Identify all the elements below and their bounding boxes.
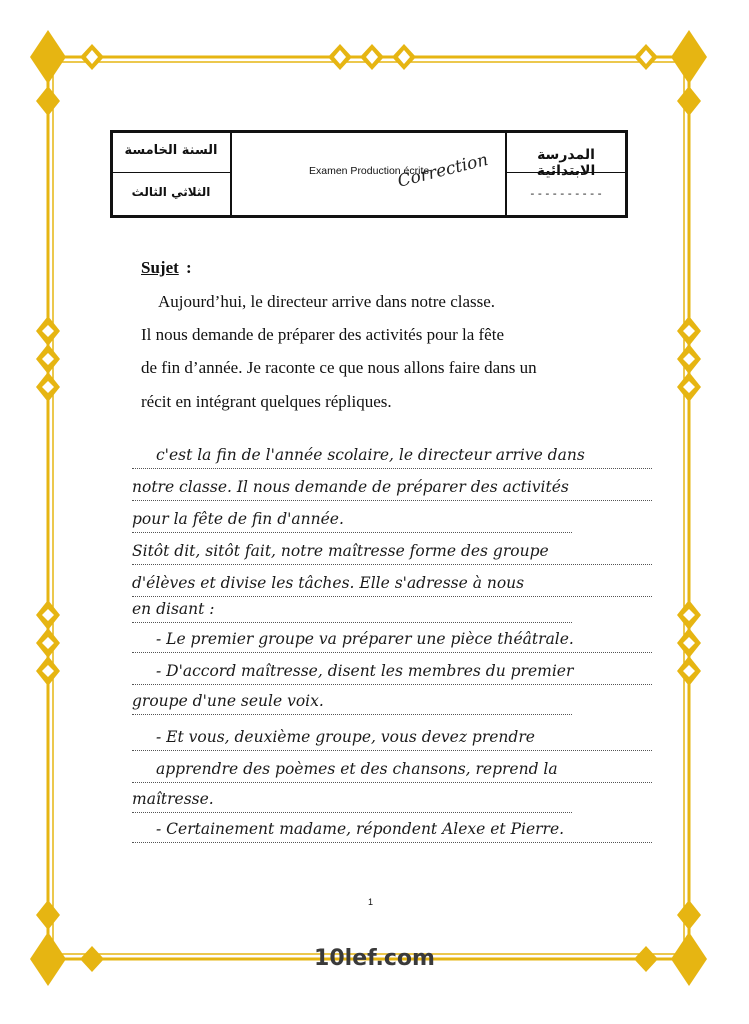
page-number: 1 xyxy=(368,897,374,907)
answer-line-1: c'est la fin de l'année scolaire, le directeur arrive dans xyxy=(132,444,652,469)
school-year-label: السنة الخامسة xyxy=(124,143,218,158)
subject-line-2: Il nous demande de préparer des activités pour la fête xyxy=(141,325,504,344)
exam-header-table xyxy=(110,130,628,218)
corner-diamond-tl xyxy=(30,30,66,84)
answer-line-5: d'élèves et divise les tâches. Elle s'adresse à nous xyxy=(132,572,652,597)
left-diamond-8 xyxy=(36,900,60,930)
answer-line-2: notre classe. Il nous demande de préparer des activités xyxy=(132,476,652,501)
subject-line-3: de fin d’année. Je raconte ce que nous allons faire dans un xyxy=(141,358,537,377)
answer-line-3: pour la fête de fin d'année. xyxy=(132,508,572,533)
exam-title: Examen Production écrite xyxy=(309,165,430,177)
header-divider-right xyxy=(505,133,507,215)
answer-line-4: Sitôt dit, sitôt fait, notre maîtresse forme des groupe xyxy=(132,540,652,565)
header-divider-left xyxy=(230,133,232,215)
subject-heading-colon: : xyxy=(186,258,192,277)
answer-line-10: - Et vous, deuxième groupe, vous devez prendre xyxy=(132,726,652,751)
header-divider-left-row xyxy=(113,172,230,173)
site-watermark: 10lef.com xyxy=(314,946,435,971)
answer-line-9: groupe d'une seule voix. xyxy=(132,690,572,715)
left-diamond-1 xyxy=(36,86,60,116)
subject-line-1: Aujourd’hui, le directeur arrive dans notre classe. xyxy=(158,292,496,311)
subject-line-4: récit en intégrant quelques répliques. xyxy=(141,392,392,411)
school-name-blank: - - - - - - - - - - xyxy=(530,187,602,200)
right-diamond-1 xyxy=(677,86,701,116)
answer-line-8: - D'accord maîtresse, disent les membres du premier xyxy=(132,660,652,685)
answer-line-11: apprendre des poèmes et des chansons, reprend la xyxy=(132,758,652,783)
right-diamond-8 xyxy=(677,900,701,930)
term-label: الثلاثي الثالث xyxy=(131,185,211,199)
answer-line-6: en disant : xyxy=(132,598,572,623)
subject-heading: Sujet xyxy=(141,258,179,277)
answer-line-12: maîtresse. xyxy=(132,788,572,813)
correction-handwritten-note: Correction xyxy=(395,149,491,192)
corner-diamond-tr xyxy=(671,30,707,84)
answer-line-13: - Certainement madame, répondent Alexe et Pierre. xyxy=(132,818,652,843)
answer-line-7: - Le premier groupe va préparer une pièce théâtrale. xyxy=(132,628,652,653)
school-name-label: المدرسة الابتدائية xyxy=(536,147,596,179)
